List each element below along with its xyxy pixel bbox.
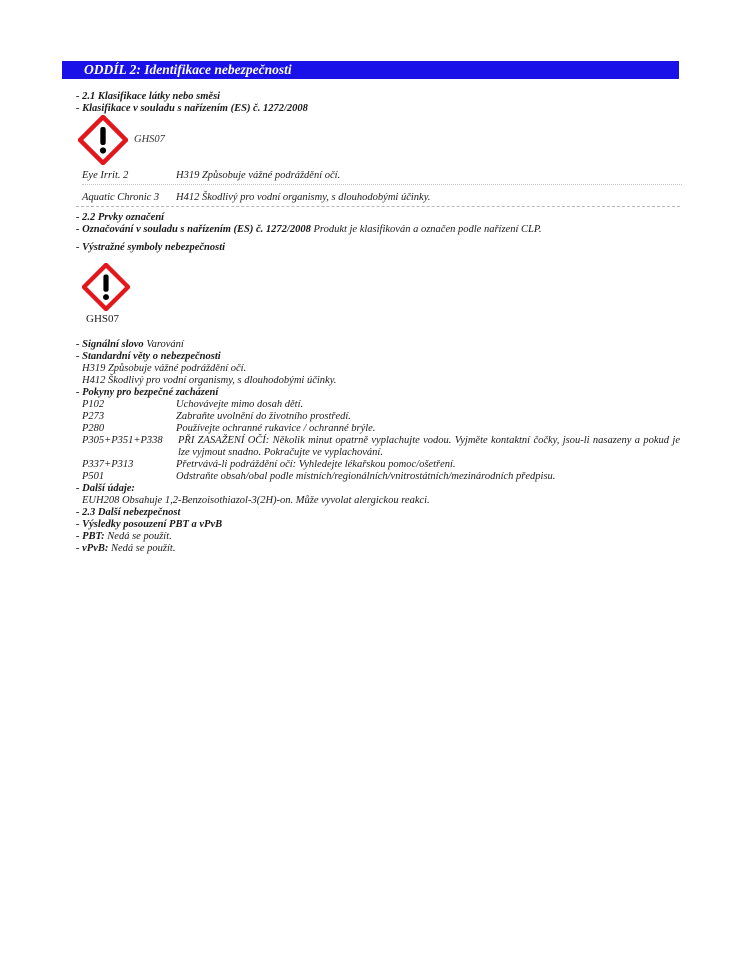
precaution-code: P305+P351+P338 bbox=[82, 435, 163, 446]
hazard-statements-title: - Standardní věty o nebezpečnosti bbox=[76, 351, 221, 362]
precaution-code: P280 bbox=[82, 423, 105, 434]
ghs07-label: GHS07 bbox=[134, 134, 165, 145]
pbt-results-title: - Výsledky posouzení PBT a vPvB bbox=[76, 519, 223, 530]
signal-word-line bbox=[76, 339, 184, 351]
labelling-text: Produkt je klasifikován a označen podle nařízení CLP. bbox=[310, 224, 542, 235]
precaution-code: P337+P313 bbox=[82, 459, 134, 470]
precaution-text: Přetrvává-li podráždění očí: Vyhledejte lékařskou pomoc/ošetření. bbox=[176, 459, 456, 470]
classification-category: Aquatic Chronic 3 bbox=[82, 192, 160, 203]
vpvb-label: - vPvB: bbox=[76, 543, 109, 554]
precautionary-statements-title: - Pokyny pro bezpečné zacházení bbox=[76, 387, 219, 398]
precaution-text: PŘI ZASAŽENÍ OČÍ: Několik minut opatrně vyplachujte vodou. Vyjměte kontaktní čočky, jsou-li nasazeny a pokud je lze vyjmout snadno. Pokračujte ve vyplachování. bbox=[178, 435, 680, 458]
section-divider bbox=[76, 206, 680, 207]
hazard-statement: H412 Škodlivý pro vodní organismy, s dlouhodobými účinky. bbox=[82, 375, 337, 386]
vpvb-value: Nedá se použít. bbox=[108, 543, 176, 554]
classification-category: Eye Irrit. 2 bbox=[82, 170, 129, 181]
pbt-value: Nedá se použít. bbox=[104, 531, 172, 542]
section-header bbox=[62, 61, 679, 79]
signal-word-title: - Signální slovo bbox=[76, 339, 144, 350]
signal-word-value: Varování bbox=[143, 339, 184, 350]
hazard-symbols-title: - Výstražné symboly nebezpečnosti bbox=[76, 242, 226, 253]
classification-statement: H319 Způsobuje vážné podráždění očí. bbox=[176, 170, 341, 181]
classification-statement: H412 Škodlivý pro vodní organismy, s dlouhodobými účinky. bbox=[176, 192, 431, 203]
precaution-text: Uchovávejte mimo dosah dětí. bbox=[176, 399, 304, 410]
labelling-title: - Označování v souladu s nařízením (ES) č. 1272/2008 bbox=[76, 224, 311, 235]
pbt-line bbox=[76, 531, 172, 543]
row-divider bbox=[82, 184, 682, 185]
precaution-text: Zabraňte uvolnění do životního prostředí. bbox=[176, 411, 351, 422]
other-hazards-heading: - 2.3 Další nebezpečnost bbox=[76, 507, 181, 518]
ghs07-label: GHS07 bbox=[86, 313, 120, 325]
hazard-statement: H319 Způsobuje vážné podráždění očí. bbox=[82, 363, 247, 374]
section-title: ODDÍL 2: Identifikace nebezpečnosti bbox=[84, 62, 292, 77]
vpvb-line bbox=[76, 543, 175, 555]
label-elements-heading: - 2.2 Prvky označení bbox=[76, 212, 165, 223]
ghs07-exclamation-icon bbox=[78, 115, 128, 165]
classification-regulation-title: - Klasifikace v souladu s nařízením (ES) č. 1272/2008 bbox=[76, 103, 308, 114]
other-info-title: - Další údaje: bbox=[76, 483, 135, 494]
precaution-code: P102 bbox=[82, 399, 105, 410]
other-info-text: EUH208 Obsahuje 1,2-Benzoisothiazol-3(2H)-on. Může vyvolat alergickou reakci. bbox=[82, 495, 430, 506]
classification-heading: - 2.1 Klasifikace látky nebo směsi bbox=[76, 91, 221, 102]
precaution-code: P501 bbox=[82, 471, 105, 482]
labelling-line bbox=[76, 224, 542, 236]
pbt-label: - PBT: bbox=[76, 531, 105, 542]
precaution-code: P273 bbox=[82, 411, 105, 422]
precaution-text: Používejte ochranné rukavice / ochranné brýle. bbox=[176, 423, 376, 434]
precaution-text: Odstraňte obsah/obal podle místních/regionálních/vnitrostátních/mezinárodních předpisu. bbox=[176, 471, 556, 482]
ghs07-exclamation-icon bbox=[82, 263, 130, 311]
